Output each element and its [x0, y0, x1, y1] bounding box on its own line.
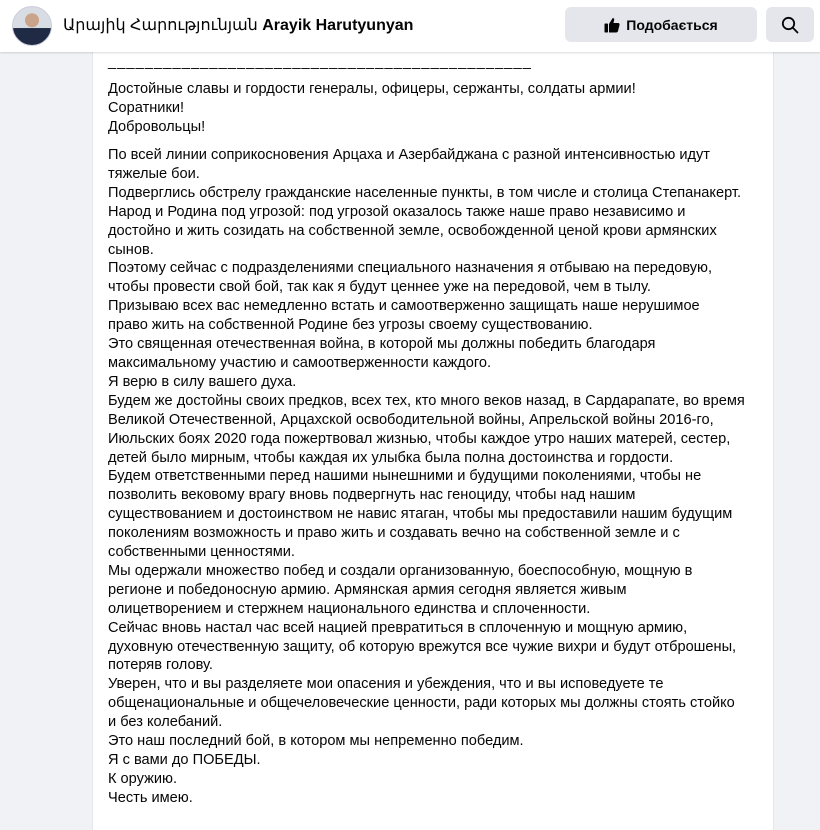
- post-text-line: сынов.: [108, 241, 154, 258]
- page-header: [0, 0, 820, 52]
- post-text-line: Будем ответственными перед нашими нынешними и будущими поколениями, чтобы не: [108, 468, 702, 485]
- post-text-line: чтобы провести свой бой, так как я будут ценнее уже на передовой, чем в тылу.: [108, 279, 651, 296]
- post-text-line: детей было мирным, чтобы каждая их улыбка была полна достоинства и гордости.: [108, 449, 674, 466]
- post-greeting: [108, 80, 636, 137]
- post-text-line: и без колебаний.: [108, 714, 223, 731]
- post-text-line: поколениям возможность и право жить и создавать вечно на собственной земле и с: [108, 525, 680, 542]
- name-latin: Arayik Harutyunyan: [262, 17, 414, 34]
- post-text-line: Это наш последний бой, в котором мы непременно победим.: [108, 733, 524, 750]
- post-text-line: Я с вами до ПОБЕДЫ.: [108, 752, 261, 768]
- greeting-line: Добровольцы!: [108, 118, 206, 135]
- like-button[interactable]: [565, 7, 757, 42]
- post-text-line: максимальному участию и самоотверженности каждого.: [108, 354, 492, 371]
- post-text-line: потеряв голову.: [108, 657, 213, 674]
- page-title[interactable]: [63, 15, 413, 35]
- search-icon: [781, 16, 799, 34]
- post-text-line: регионе и победоносную армию. Армянская армия сегодня является живым: [108, 581, 627, 598]
- avatar[interactable]: [12, 6, 52, 46]
- post-text-line: Великой Отечественной, Арцахской освободительной войны, Апрельской войны 2016-го,: [108, 411, 714, 428]
- post-text-line: достойно и жить созидать на собственной земле, освобожденной ценой крови армянских: [108, 222, 717, 239]
- post-text-line: Поэтому сейчас с подразделениями специального назначения я отбываю на передовую,: [108, 260, 713, 277]
- post-text-line: Июльских боях 2020 года пожертвовал жизнью, чтобы каждое утро наших матерей, сестер,: [108, 430, 731, 447]
- post-text-line: По всей линии соприкосновения Арцаха и Азербайджана с разной интенсивностью идут: [108, 147, 710, 163]
- post-text-line: существованием и достоинством не навис ятаган, чтобы мы предоставили нашим будущим: [108, 506, 733, 523]
- post-body: [108, 146, 745, 808]
- post-text-line: Народ и Родина под угрозой: под угрозой оказалось также наше право независимо и: [108, 203, 686, 220]
- post-text-line: тяжелые бои.: [108, 165, 200, 182]
- post-text-line: Сейчас вновь настал час всей нацией превратиться в сплоченную и мощную армию,: [108, 619, 688, 636]
- post-text-line: К оружию.: [108, 770, 177, 787]
- like-label: Подобається: [626, 16, 718, 33]
- post-text-line: общенациональные и общечеловеческие ценности, ради которых мы должны стоять стойко: [108, 695, 735, 712]
- greeting-line: Соратники!: [108, 99, 185, 116]
- post-text-line: Я верю в силу вашего духа.: [108, 373, 297, 390]
- post-text-line: Подверглись обстрелу гражданские населенные пункты, в том числе и столица Степанакерт.: [108, 184, 742, 201]
- thumbs-up-icon: [604, 17, 620, 33]
- post-text-line: Уверен, что и вы разделяете мои опасения и убеждения, что и вы исповедуете те: [108, 676, 664, 693]
- post-text-line: олицетворением и стержнем национального единства и сплоченности.: [108, 600, 591, 617]
- name-armenian: Արայիկ Հարությունյան: [63, 17, 258, 34]
- greeting-line: Достойные славы и гордости генералы, офицеры, сержанты, солдаты армии!: [108, 81, 636, 97]
- post-text-line: право жить на собственной Родине без угрозы своему существованию.: [108, 317, 593, 334]
- post-text-line: собственными ценностями.: [108, 544, 295, 561]
- post-text-line: Будем же достойны своих предков, всех тех, кто много веков назад, в Сардарапате, во время: [108, 392, 745, 409]
- post-text-line: позволить вековому врагу вновь подвергнуть нас геноциду, чтобы над нашим: [108, 487, 636, 504]
- post-text-line: Честь имею.: [108, 789, 193, 806]
- post-text-line: Призываю всех вас немедленно встать и самоотверженно защищать наше нерушимое: [108, 298, 700, 315]
- search-button[interactable]: [766, 7, 814, 42]
- post-text-line: Мы одержали множество побед и создали организованную, боеспособную, мощную в: [108, 562, 693, 579]
- separator-line: ______________________________________________: [108, 54, 532, 70]
- post-text-line: Это священная отечественная война, в которой мы должны победить благодаря: [108, 336, 656, 353]
- post-text-line: духовную отечественную защиту, об которую врежутся все чужие вихри и будут отброшены,: [108, 638, 737, 655]
